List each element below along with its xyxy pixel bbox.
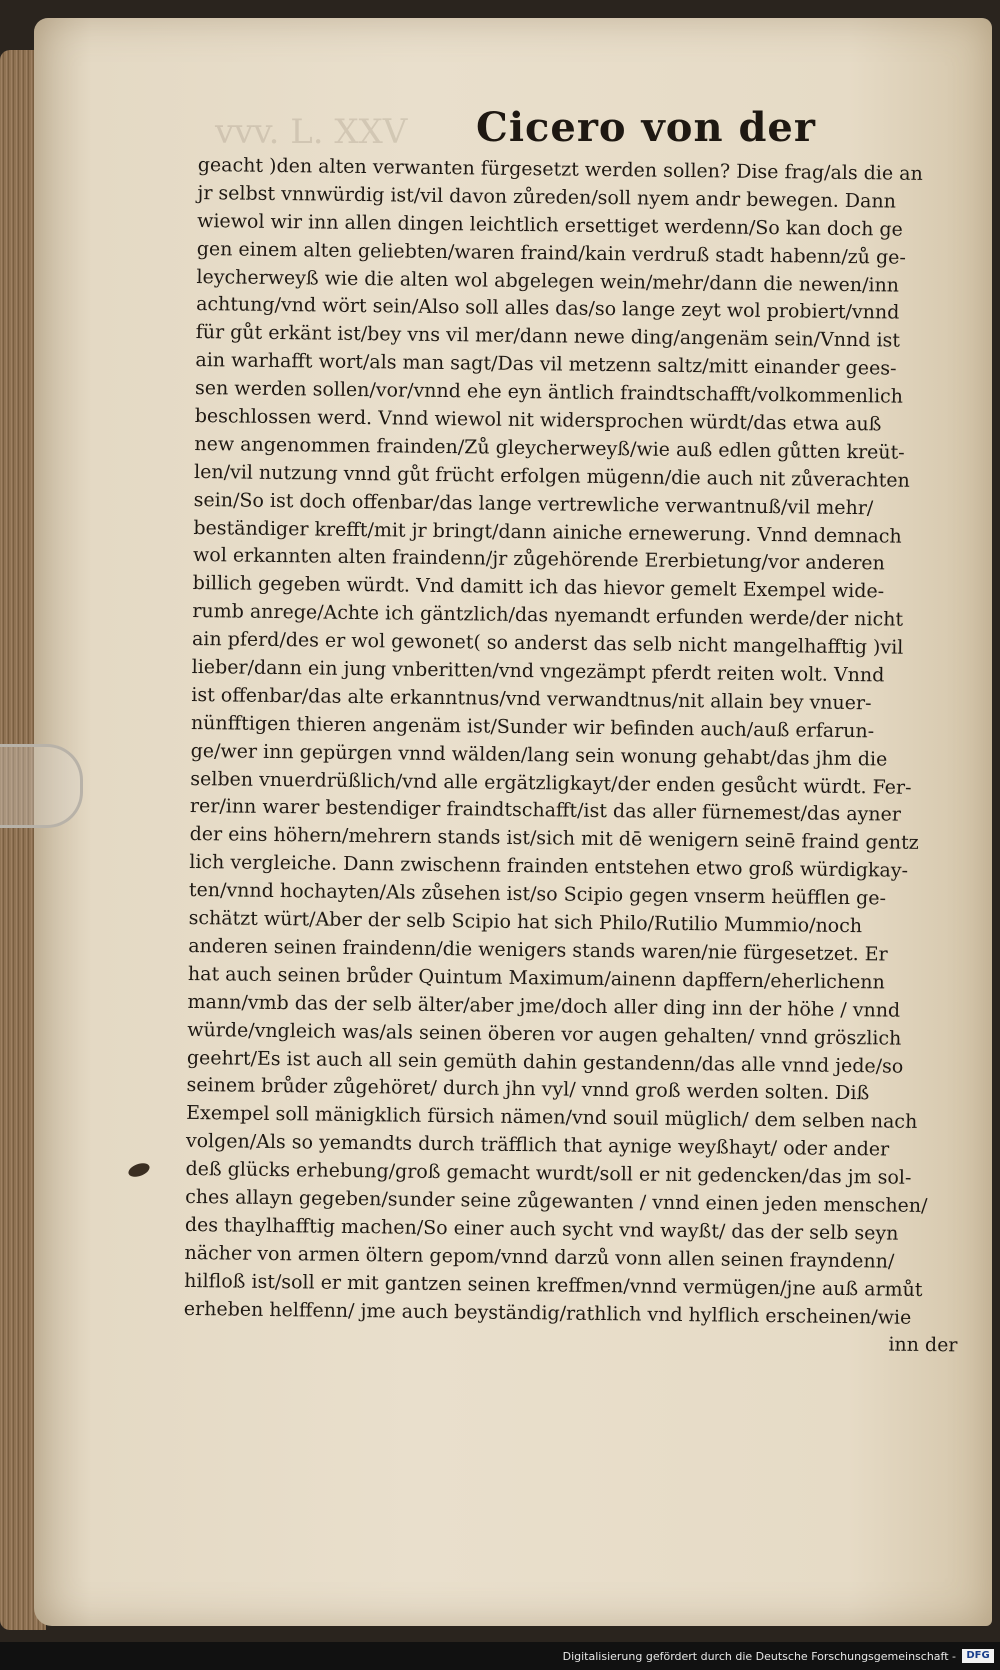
text-line: lieber/dann ein jung vnberitten/vnd vngezämpt pferdt reiten wolt. Vnnd xyxy=(191,655,885,687)
text-line: ist offenbar/das alte erkanntnus/vnd verwandtnus/nit allain bey vnuer- xyxy=(191,683,872,715)
text-line: leycherweyß wie die alten wol abgelegen wein/mehr/dann die newen/inn xyxy=(196,265,900,297)
text-line: seinem brůder zůgehöret/ durch jhn vyl/ vnnd groß werden solten. Diß xyxy=(186,1074,870,1105)
text-line: selben vnuerdrüßlich/vnd alle ergätzligkayt/der enden gesůcht würdt. Fer- xyxy=(190,767,912,799)
text-line: schätzt würt/Aber der selb Scipio hat sich Philo/Rutilio Mummio/noch xyxy=(188,906,863,938)
text-line: wol erkannten alten fraindenn/jr zůgehörende Ererbietung/vor anderen xyxy=(192,544,885,575)
text-line: Exempel soll mänigklich fürsich nämen/vnd souil müglich/ dem selben nach xyxy=(186,1102,918,1134)
text-line: gen einem alten geliebten/waren fraind/kain verdruß stadt habenn/zů ge- xyxy=(196,237,906,269)
text-line: für gůt erkänt ist/bey vns vil mer/dann newe ding/angenäm sein/Vnnd ist xyxy=(195,321,901,352)
dfg-logo-icon: DFG xyxy=(962,1649,994,1663)
text-line: ain warhafft wort/als man sagt/Das vil metzenn saltz/mitt einander gees- xyxy=(195,349,897,380)
text-line: jr selbst vnnwürdig ist/vil davon zůreden/soll nyem andr bewegen. Dann xyxy=(197,181,897,213)
text-line: rer/inn warer bestendiger fraindtschafft/ist das aller fürnemest/das ayner xyxy=(189,795,902,827)
text-line: rumb anrege/Achte ich gäntzlich/das nyemandt erfunden werde/der nicht xyxy=(192,600,904,631)
bookmark-clip xyxy=(0,744,83,828)
text-line: billich gegeben würdt. Vnd damitt ich das hievor gemelt Exempel wide- xyxy=(192,572,885,603)
text-line: geehrt/Es ist auch all sein gemüth dahin gestandenn/das alle vnnd jede/so xyxy=(186,1046,904,1078)
text-line: würde/vngleich was/als seinen öberen vor augen gehalten/ vnnd gröszlich xyxy=(187,1018,902,1050)
text-line: deß glücks erhebung/groß gemacht wurdt/soll er nit gedencken/das jm sol- xyxy=(185,1157,912,1189)
text-line: ten/vnnd hochayten/Als zůsehen ist/so Scipio gegen vnserm heüfflen ge- xyxy=(188,879,887,910)
text-line: len/vil nutzung vnnd gůt frücht erfolgen mügenn/die auch nit zůverachten xyxy=(193,460,910,492)
footer-bar xyxy=(0,1642,1000,1670)
text-line: erheben helffenn/ jme auch beyständig/rathlich vnd hylflich erscheinen/wie xyxy=(183,1297,912,1329)
text-line: mann/vmb das der selb älter/aber jme/doch aller ding inn der höhe / vnnd xyxy=(187,990,901,1022)
text-line: nächer von armen öltern gepom/vnnd darzů vonn allen seinen frayndenn/ xyxy=(184,1241,895,1273)
text-line: beständiger krefft/mit jr bringt/dann ainiche ernewerung. Vnnd demnach xyxy=(193,516,902,548)
text-line: achtung/vnd wört sein/Also soll alles das/so lange zeyt wol probiert/vnnd xyxy=(196,293,900,325)
text-line: sein/So ist doch offenbar/das lange vertrewliche verwantnuß/vil mehr/ xyxy=(193,488,874,519)
text-line: new angenommen frainden/Zů gleycherweyß/wie auß edlen gůtten kreüt- xyxy=(194,432,905,464)
text-line: ain pferd/des er wol gewonet( so anderst das selb nicht mangelhafftig )vil xyxy=(191,628,904,659)
running-head: Cicero von der xyxy=(476,104,816,151)
funding-credit: Digitalisierung gefördert durch die Deutsche Forschungsgemeinschaft - xyxy=(562,1650,956,1663)
text-line: anderen seinen fraindenn/die wenigers stands waren/nie fürgesetzet. Er xyxy=(188,934,888,966)
text-line: hat auch seinen brůder Quintum Maximum/ainenn dapffern/eherlichenn xyxy=(187,962,885,994)
text-line: sen werden sollen/vor/vnnd ehe eyn äntlich fraindtschafft/volkommenlich xyxy=(194,377,904,408)
text-line: ge/wer inn gepürgen vnnd wälden/lang sein wonung gehabt/das jhm die xyxy=(190,739,888,771)
body-text xyxy=(183,152,978,1361)
text-line: ches allayn gegeben/sunder seine zůgewanten / vnnd einen jeden menschen/ xyxy=(185,1185,928,1217)
text-line: nünfftigen thieren angenäm ist/Sunder wir befinden auch/auß erfarun- xyxy=(190,711,875,743)
text-line: der eins höhern/mehrern stands ist/sich mit dē wenigern seinē fraind gentz xyxy=(189,823,919,855)
text-line: des thaylhafftig machen/So einer auch sycht vnd wayßt/ das der selb seyn xyxy=(184,1213,899,1245)
show-through-text: vvv. L. XXV xyxy=(215,112,408,152)
text-line: wiewol wir inn allen dingen leichtlich ersettiget werdenn/So kan doch ge xyxy=(197,209,904,241)
text-line: hilfloß ist/soll er mit gantzen seinen kreffmen/vnnd vermügen/jne auß armůt xyxy=(184,1269,923,1301)
catchword: inn der xyxy=(888,1333,958,1357)
text-line: volgen/Als so yemandts durch träfflich that aynige weyßhayt/ oder ander xyxy=(185,1130,890,1161)
text-line: beschlossen werd. Vnnd wiewol nit widersprochen würdt/das etwa auß xyxy=(194,404,882,436)
text-line: geacht )den alten verwanten fürgesetzt werden sollen? Dise frag/als die an xyxy=(197,153,923,185)
text-line: lich vergleiche. Dann zwischenn frainden entstehen etwo groß würdigkay- xyxy=(189,851,909,882)
